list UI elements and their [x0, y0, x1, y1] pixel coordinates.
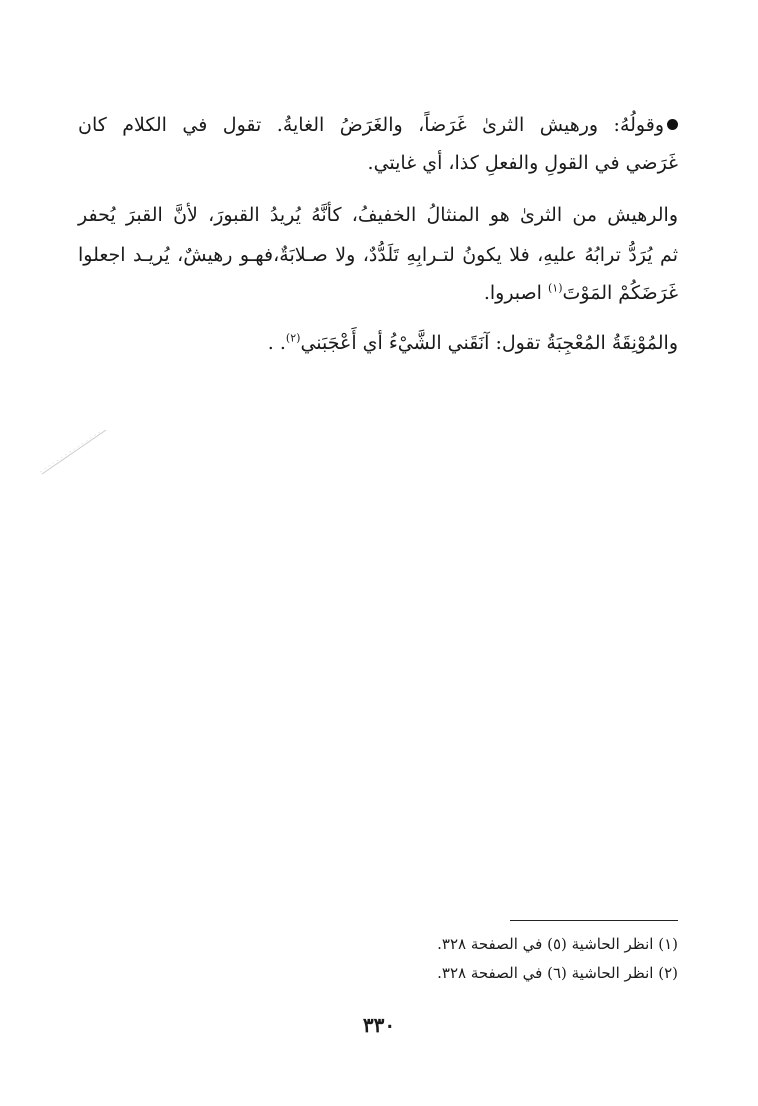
paragraph-2-line-3-text-a: غَرَضَكُمْ المَوْتَ	[562, 282, 678, 304]
footnote-ref-1: (١)	[548, 281, 563, 295]
paragraph-2-line-3-text-b: اصبروا.	[483, 282, 548, 304]
paragraph-1-line-2: غَرَضي في القولِ والفعلِ كذا، أي غايتي.	[367, 152, 678, 174]
paragraph-3-line-1-text-a: والمُوْنِقَةُ المُعْجِبَةُ تقول: آنَقَني الشَّيْءُ أي أَعْجَبَني	[300, 332, 678, 354]
footnote-2: (٢) انظر الحاشية (٦) في الصفحة ٣٢٨.	[437, 964, 678, 982]
paragraph-2-line-1: والرهيش من الثرىٰ هو المنثالُ الخفيفُ، كأنَّهُ يُريدُ القبورَ، لأنَّ القبرَ يُحفر	[78, 204, 678, 226]
page-number: ٣٣٠	[362, 1013, 396, 1037]
footnote-separator	[510, 920, 678, 921]
paragraph-3-line-1-text-b: . .	[267, 332, 286, 354]
scan-artifact	[38, 428, 108, 476]
paragraph-1-line-1-text: وقولُهُ: ورهيش الثرىٰ غَرَضاً، والغَرَضُ الغايةُ. تقول في الكلام كان	[78, 114, 664, 136]
paragraph-2-line-3	[484, 278, 678, 308]
footnote-ref-2: (٢)	[285, 331, 301, 345]
bullet-icon	[667, 119, 678, 130]
paragraph-2-line-2: ثم يُرَدُّ ترابُهُ عليهِ، فلا يكونُ لتـرابِهِ تَلَدُّدٌ، ولا صـلابَةٌ،فهـو رهيشٌ، يُريـد اجعلوا	[78, 244, 678, 266]
footnote-1: (١) انظر الحاشية (٥) في الصفحة ٣٢٨.	[437, 935, 678, 953]
paragraph-3-line-1	[268, 328, 678, 358]
paragraph-1-line-1	[78, 110, 678, 140]
